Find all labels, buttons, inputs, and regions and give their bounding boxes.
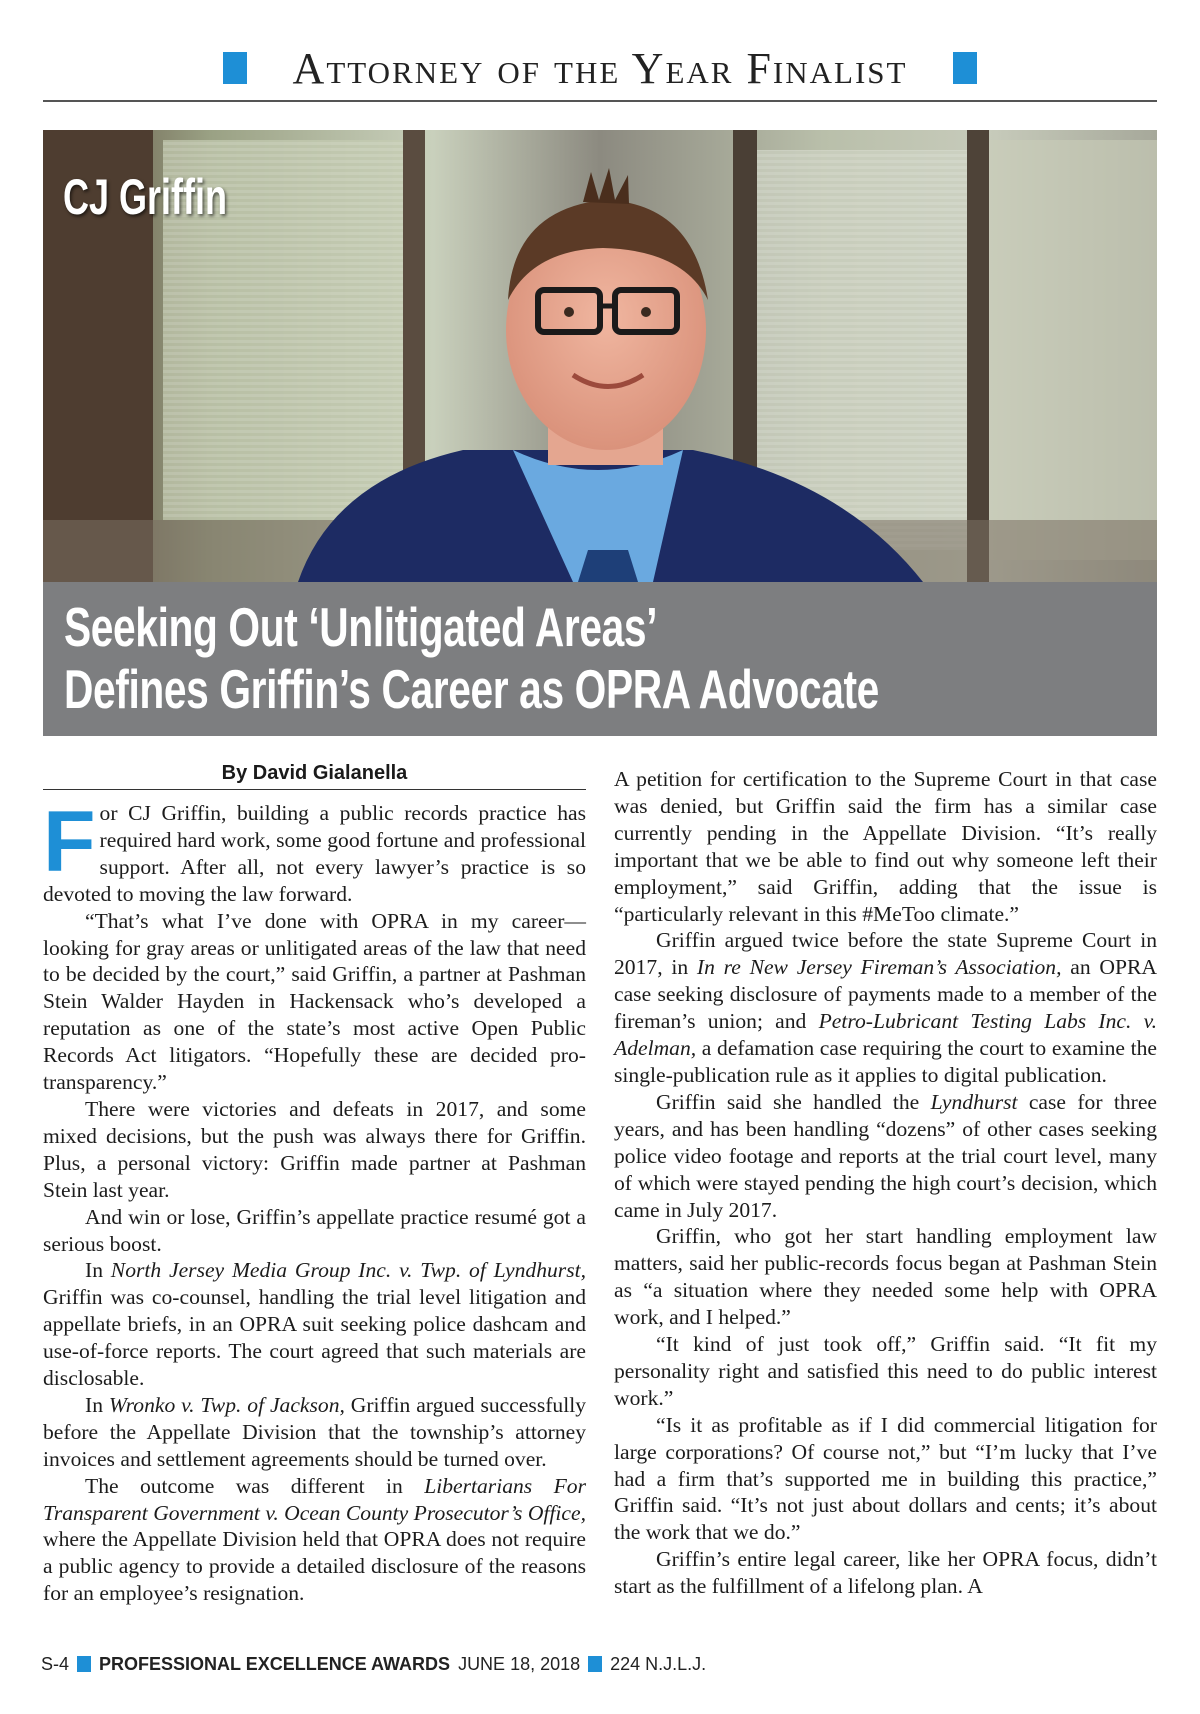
paragraph: There were victories and defeats in 2017, and some mixed decisions, but the push was always there for Griffin. Plus, a personal victory: Griffin made partner at Pashman Stein last year. xyxy=(43,1096,586,1202)
case-name: Libertarians For Transparent Government v. Ocean County Prosecutor’s Office, xyxy=(43,1473,586,1525)
section-header xyxy=(43,36,1157,102)
paragraph: Griffin, who got her start handling employment law matters, said her public-records focus began at Pashman Stein as “a situation where they needed some help with OPRA work, and I helped.” xyxy=(614,1224,1157,1330)
portrait-photo xyxy=(43,130,1157,582)
paragraph: For CJ Griffin, building a public records practice has required hard work, some good fortune and professional support. After all, not every lawyer’s practice is so devoted to moving the law forward. xyxy=(43,794,586,906)
photo-name-overlay: CJ Griffin xyxy=(63,169,228,225)
paragraph: In Wronko v. Twp. of Jackson, Griffin argued successfully before the Appellate Division that the township’s attorney invoices and settlement agreements should be turned over. xyxy=(43,1392,587,1471)
paragraph: A petition for certification to the Supreme Court in that case was denied, but Griffin said the firm has a similar case currently pending in the Appellate Division. “It’s really important that we be able to find out why someone left their employment,” said Griffin, adding that the issue is “particularly relevant in this #MeToo climate.” xyxy=(614,767,1157,926)
case-name: Petro-Lubricant Testing Labs Inc. v. Adelman, xyxy=(614,1009,1158,1061)
paragraph: Griffin said she handled the Lyndhurst case for three years, and has been handling “dozens” of other cases seeking police video footage and reports at the trial court level, many of which were stayed pending the high court’s decision, which came in July 2017. xyxy=(614,1089,1158,1222)
headline-line-1: Seeking Out ‘Unlitigated Areas’ xyxy=(64,596,658,658)
paragraph: Griffin argued twice before the state Supreme Court in 2017, in In re New Jersey Fireman’s Association, an OPRA case seeking disclosure of payments made to a member of the fireman’s union; and Petro-Lubricant Testing Labs Inc. v. Adelman, a defamation case requiring the court to examine the single-publication rule as it applies to digital publication. xyxy=(614,928,1158,1087)
page-number: S-4 xyxy=(41,1653,70,1674)
case-name: In re New Jersey Fireman’s Association, xyxy=(696,955,1062,980)
case-name: North Jersey Media Group Inc. v. Twp. of Lyndhurst, xyxy=(110,1258,586,1283)
paragraph: “That’s what I’ve done with OPRA in my career—looking for gray areas or unlitigated areas of the law that need to be decided by the court,” said Griffin, a partner at Pashman Stein Walder Hayden in Hackensack who’s developed a reputation as one of the state’s most active Open Public Records Act litigators. “Hopefully these are decided pro-transparency.” xyxy=(43,908,586,1095)
footer-section: PROFESSIONAL EXCELLENCE AWARDS xyxy=(99,1653,451,1674)
article-column-right xyxy=(614,766,1157,1600)
section-title: Attorney of the Year Finalist xyxy=(292,43,908,93)
right-blue-square-icon xyxy=(953,52,977,84)
paragraph: “Is it as profitable as if I did commercial litigation for large corporations? Of course not,” but “I’m lucky that I’ve had a firm that’s supported me in building this practice,” Griffin said. “It’s not just about dollars and cents; it’s about the work that we do.” xyxy=(614,1412,1157,1545)
page-footer xyxy=(41,1650,706,1678)
footer-date: JUNE 18, 2018 xyxy=(458,1653,581,1674)
paragraph: And win or lose, Griffin’s appellate practice resumé got a serious boost. xyxy=(43,1204,586,1256)
footer-square-icon xyxy=(77,1656,91,1672)
headline-line-2: Defines Griffin’s Career as OPRA Advocate xyxy=(64,658,879,720)
byline: By David Gialanella xyxy=(43,762,586,790)
article-column-left xyxy=(43,794,587,1607)
footer-square-icon xyxy=(588,1656,602,1672)
drop-cap: F xyxy=(43,794,96,890)
left-blue-square-icon xyxy=(223,52,247,84)
paragraph: In North Jersey Media Group Inc. v. Twp. of Lyndhurst, Griffin was co-counsel, handling the trial level litigation and appellate briefs, in an OPRA suit seeking police dashcam and use-of-force reports. The court agreed that such materials are disclosable. xyxy=(43,1258,586,1391)
headline-band xyxy=(43,582,1157,736)
paragraph: The outcome was different in Libertarians For Transparent Government v. Ocean County Prosecutor’s Office, where the Appellate Division held that OPRA does not require a public agency to provide a detailed disclosure of the reasons for an employee’s resignation. xyxy=(43,1473,586,1606)
footer-issue: 224 N.J.L.J. xyxy=(610,1653,707,1674)
case-name: Lyndhurst xyxy=(930,1089,1018,1114)
case-name: Wronko v. Twp. of Jackson, xyxy=(108,1392,345,1417)
paragraph: Griffin’s entire legal career, like her OPRA focus, didn’t start as the fulfillment of a lifelong plan. A xyxy=(614,1547,1157,1599)
paragraph: “It kind of just took off,” Griffin said. “It fit my personality right and satisfied this need to do public interest work.” xyxy=(614,1332,1157,1410)
